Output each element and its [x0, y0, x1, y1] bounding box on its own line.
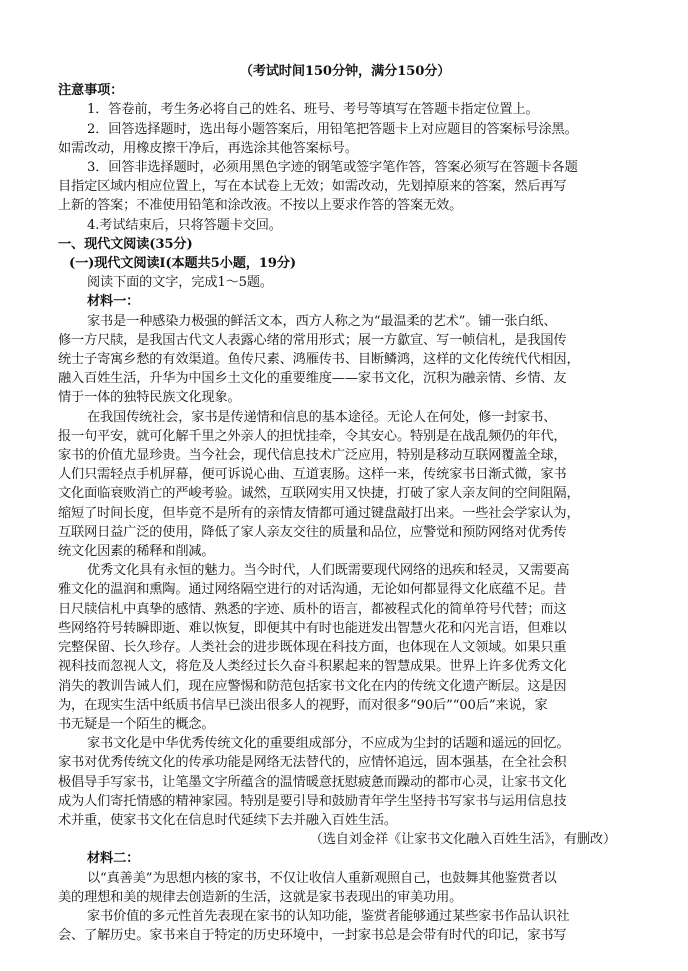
material-one-source: （选自刘金祥《让家书文化融入百姓生活》，有删改）: [309, 832, 616, 848]
paragraph-line: 家书文化是中华优秀传统文化的重要组成部分，不应成为尘封的话题和遥远的回忆。: [87, 736, 570, 752]
section-title: 一、现代文阅读(35分): [58, 236, 193, 252]
paragraph-line: 家书是一种感染力极强的鲜活文本，西方人称之为“最温柔的艺术”。铺一张白纸、: [87, 313, 557, 329]
paragraph-line: 会、了解历史。家书来自于特定的历史环境中，一封家书总是会带有时代的印记，家书写: [58, 928, 567, 944]
paragraph-line: 融入百姓生活，升华为中国乡土文化的重要维度——家书文化，沉积为融亲情、乡情、友: [58, 371, 567, 387]
notice-line: 如需改动，用橡皮擦干净后，再选涂其他答案标号。: [58, 140, 358, 156]
notice-line: 1．答卷前，考生务必将自己的姓名、班号、考号等填写在答题卡指定位置上。: [87, 102, 539, 118]
reading-instruction: 阅读下面的文字，完成1～5题。: [87, 275, 273, 291]
paragraph-line: 修一方尺牍，是我国古代文人表露心绪的常用形式；展一方歙宣、写一帧信札，是我国传: [58, 332, 567, 348]
paragraph-line: 雅文化的温润和熏陶。通过网络隔空进行的对话沟通，无论如何都显得文化底蕴不足。昔: [58, 582, 567, 598]
paragraph-line: 人们只需轻点手机屏幕，便可诉说心曲、互道衷肠。这样一来，传统家书日渐式微，家书: [58, 467, 567, 483]
paragraph-line: 文化面临衰败消亡的严峻考验。诚然，互联网实用又快捷，打破了家人亲友间的空间阻隔，: [58, 486, 580, 502]
paragraph-line: 家书对优秀传统文化的传承功能是网络无法替代的，应情怀追远，固本强基，在全社会积: [58, 755, 567, 771]
notice-title: 注意事项：: [58, 83, 124, 99]
notice-line: 4.考试结束后，只将答题卡交回。: [87, 217, 282, 233]
paragraph-line: 为，在现实生活中纸质书信早已淡出很多人的视野，而对很多“90后”“00后”来说，家: [58, 697, 548, 713]
notice-line: 上新的答案；不准使用铅笔和涂改液。不按以上要求作答的答案无效。: [58, 198, 463, 214]
notice-line: 2．回答选择题时，选出每小题答案后，用铅笔把答题卡上对应题目的答案标号涂黑。: [87, 121, 578, 137]
paragraph-line: 在我国传统社会，家书是传递情和信息的基本途径。无论人在何处，修一封家书、: [87, 409, 557, 425]
paragraph-line: 统士子寄寓乡愁的有效渠道。鱼传尺素、鸿雁传书、目断鳞鸿，这样的文化传统代代相因，: [58, 352, 580, 368]
material-two-label: 材料二：: [87, 851, 140, 867]
paragraph-line: 报一句平安，就可化解千里之外亲人的担忧挂牵，令其安心。特别是在战乱频仍的年代，: [58, 428, 567, 444]
paragraph-line: 书无疑是一个陌生的概念。: [58, 716, 215, 732]
paragraph-line: 消失的教训告诫人们，现在应警惕和防范包括家书文化在内的传统文化遗产断层。这是因: [58, 678, 567, 694]
paragraph-line: 成为人们寄托情感的精神家园。特别是要引导和鼓励青年学生坚持书写家书与运用信息技: [58, 793, 567, 809]
paragraph-line: 家书价值的多元性首先表现在家书的认知功能，鉴赏者能够通过某些家书作品认识社: [87, 908, 570, 924]
paragraph-line: 完整保留、长久珍存。人类社会的进步既体现在科技方面，也体现在人文领域。如果只重: [58, 640, 567, 656]
exam-page: [58, 62, 632, 945]
paragraph-line: 情于一体的独特民族文化现象。: [58, 390, 241, 406]
paragraph-line: 美的理想和美的规律去创造新的生活，这就是家书表现出的审美功用。: [58, 889, 463, 905]
notice-line: 目指定区域内相应位置上，写在本试卷上无效；如需改动，先划掉原来的答案，然后再写: [58, 179, 567, 195]
paragraph-line: 家书的价值尤显珍贵。当今社会，现代信息技术广泛应用，特别是移动互联网覆盖全球，: [58, 448, 567, 464]
notice-line: 3．回答非选择题时，必须用黑色字迹的钢笔或签字笔作答，答案必须写在答题卡各题: [87, 160, 578, 176]
paragraph-line: 术并重，使家书文化在信息时代延续下去并融入百姓生活。: [58, 812, 397, 828]
subsection-title: (一)现代文阅读Ⅰ(本题共5小题，19分): [69, 256, 296, 272]
paragraph-line: 视科技而忽视人文，将危及人类经过长久奋斗积累起来的智慧成果。世界上许多优秀文化: [58, 659, 567, 675]
paragraph-line: 日尺牍信札中真挚的感情、熟悉的字迹、质朴的语言，都被程式化的简单符号代替；而这: [58, 601, 567, 617]
paragraph-line: 缩短了时间长度，但毕竟不是所有的亲情友情都可通过键盘敲打出来。一些社会学家认为，: [58, 505, 580, 521]
paragraph-line: 统文化因素的稀释和削减。: [58, 544, 215, 560]
paragraph-line: 些网络符号转瞬即逝、难以恢复，即便其中有时也能迸发出智慧火花和闪光言语，但难以: [58, 620, 567, 636]
paragraph-line: 优秀文化具有永恒的魅力。当今时代，人们既需要现代网络的迅疾和轻灵，又需要高: [87, 563, 570, 579]
material-one-label: 材料一：: [87, 294, 140, 310]
paragraph-line: 互联网日益广泛的使用，降低了家人亲友交往的质量和品位，应警觉和预防网络对优秀传: [58, 524, 567, 540]
paragraph-line: 以“真善美”为思想内核的家书，不仅让收信人重新观照自己，也鼓舞其他鉴赏者以: [87, 870, 557, 886]
paragraph-line: 极倡导手写家书，让笔墨文字所蕴含的温情暖意抚慰疲惫而躁动的都市心灵，让家书文化: [58, 774, 567, 790]
exam-time-info: （考试时间150分钟，满分150分）: [239, 64, 451, 79]
